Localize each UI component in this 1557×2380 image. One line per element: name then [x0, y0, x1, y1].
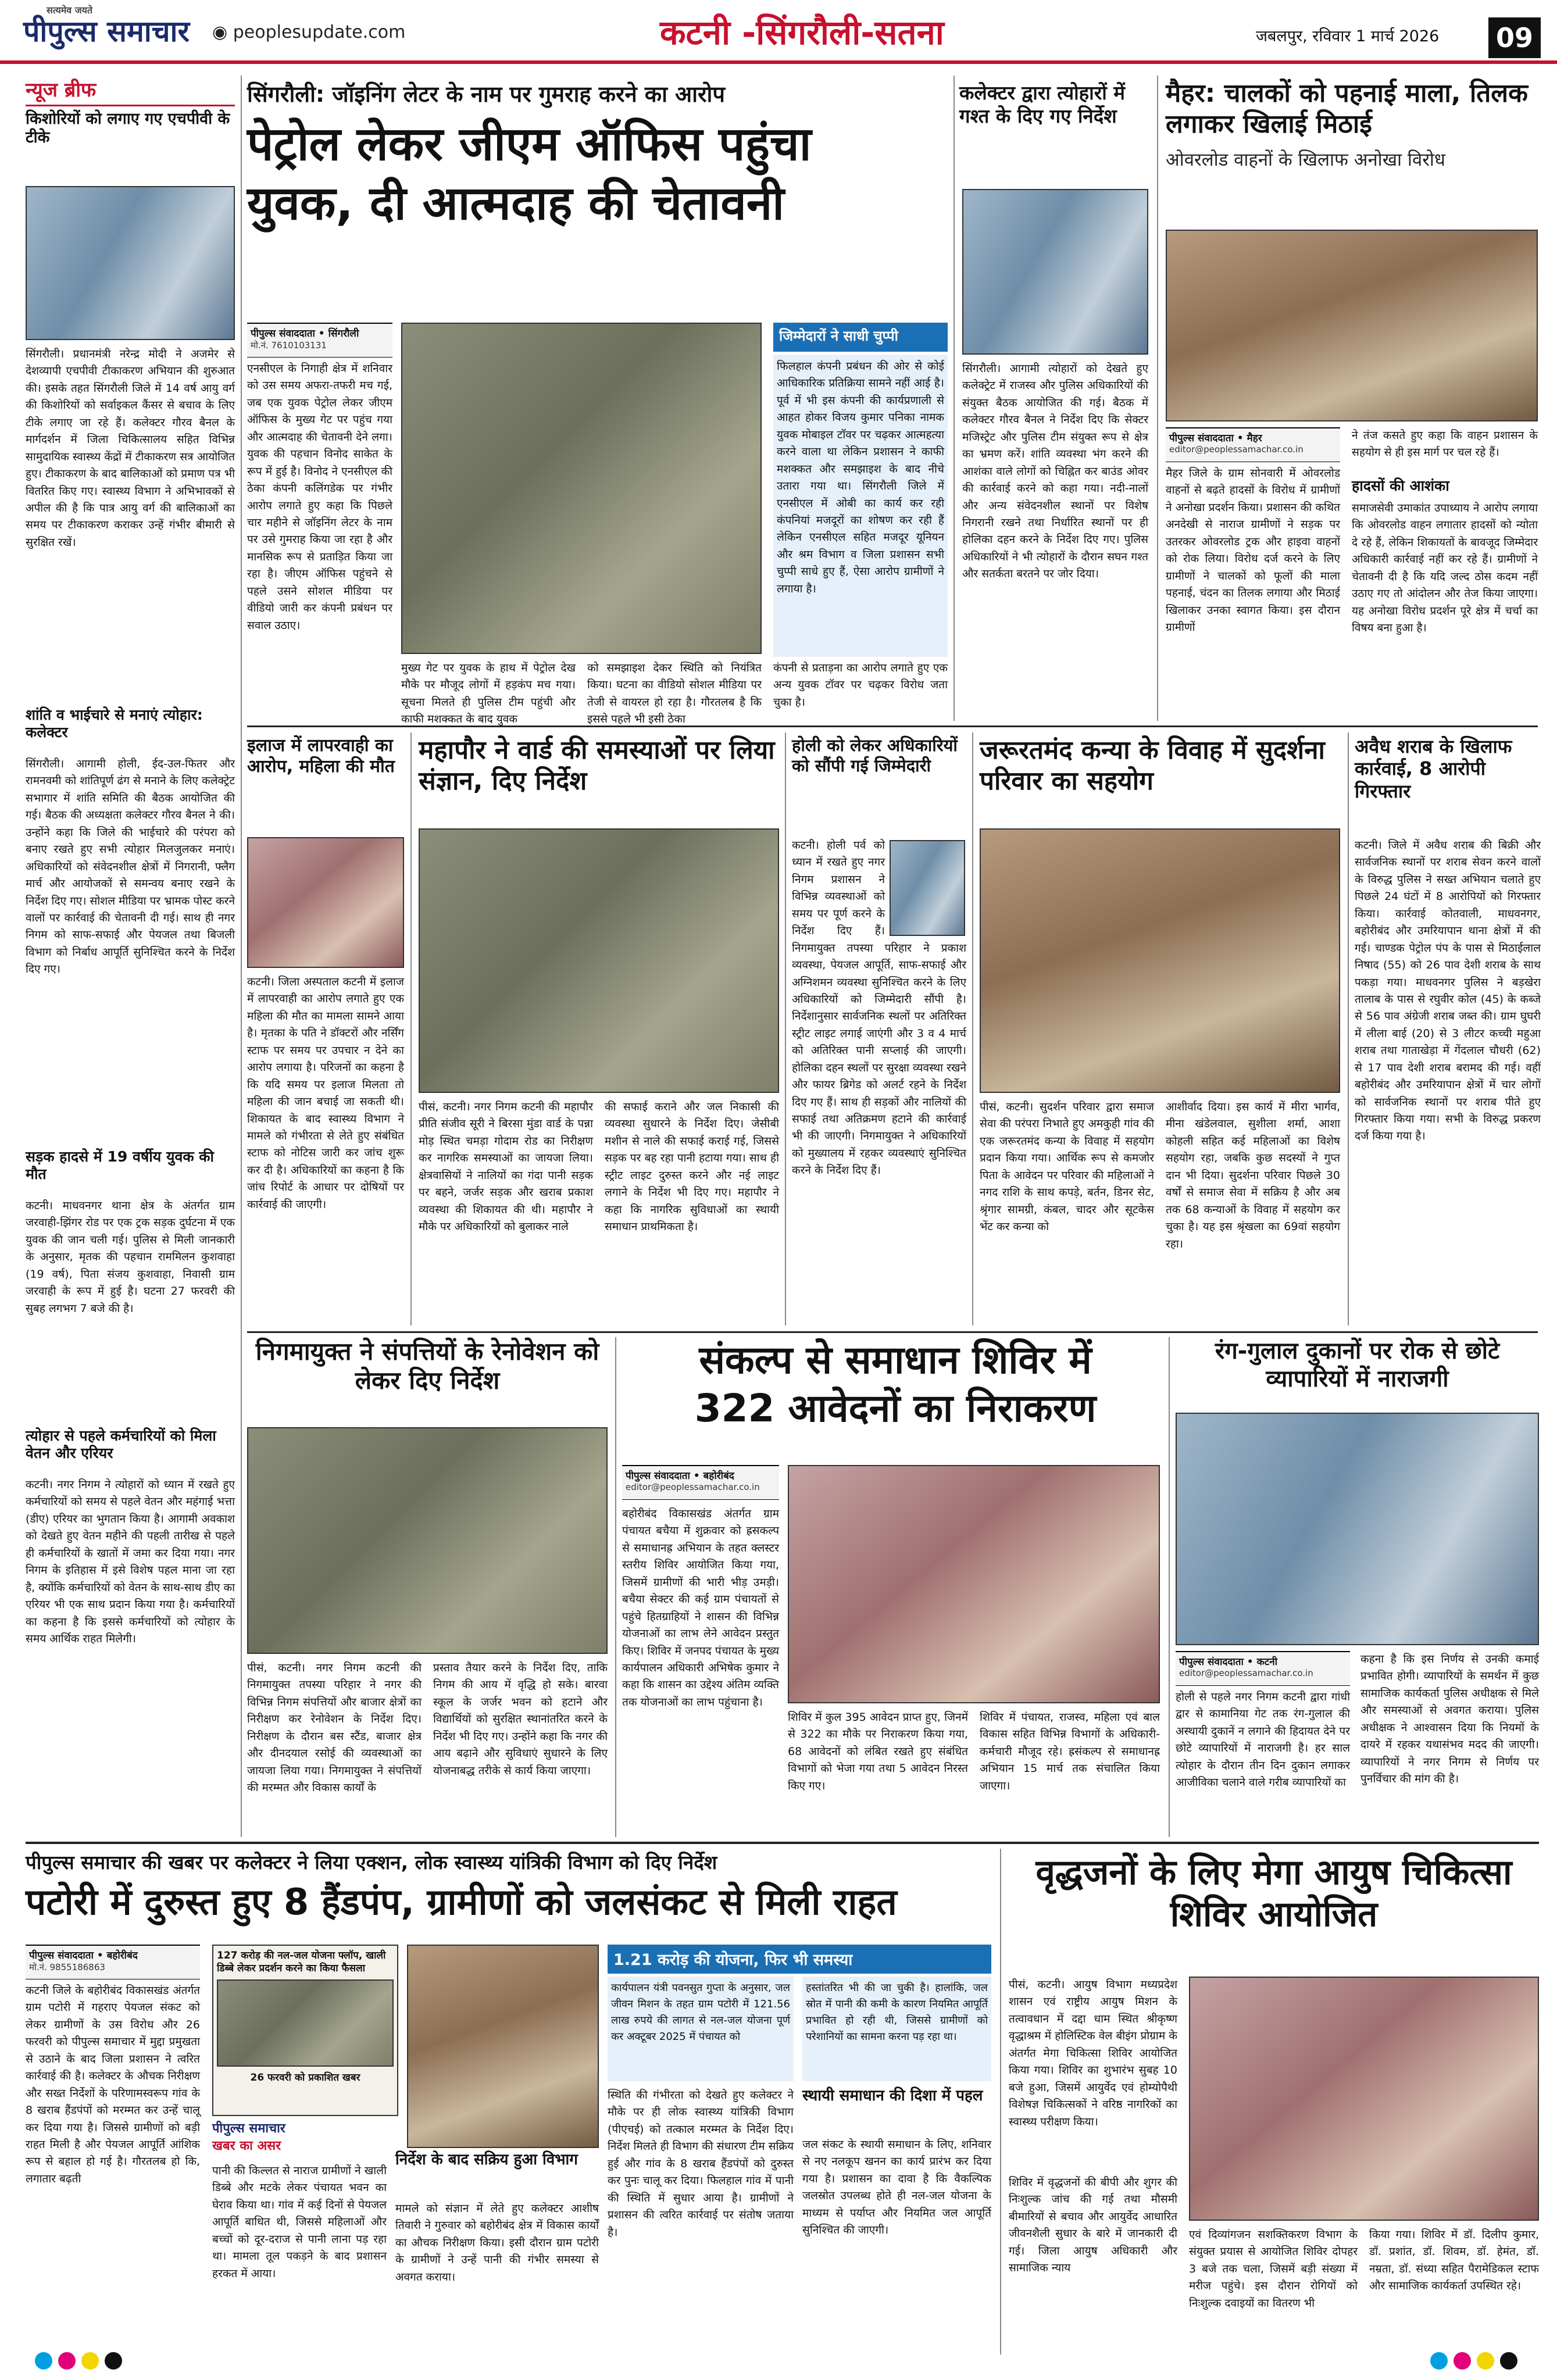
commissioner-column-2: प्रस्ताव तैयार करने के निर्देश दिए, ताकि निगम की आय में वृद्धि हो सके। बारवा स्कूल के जर्जर भवन को हटाने और विद्यार्थियों को सुरक्षित स्थानांतरित करने के निर्देश भी दिए गए। उन्होंने कहा कि नगर की आय बढ़ाने और सुविधाएं सुधारने के लिए योजनाबद्ध तरीके से कार्य किया जाएगा।: [433, 1661, 608, 1777]
wedding-photo: [980, 828, 1340, 1093]
globe-icon: ◉: [212, 22, 233, 42]
lead-column-1: एनसीएल के निगाही क्षेत्र में शनिवार को उस समय अफरा-तफरी मच गई, जब एक युवक पेट्रोल लेकर जीएम ऑफिस के मुख्य गेट पर पहुंच गया और आत्मदाह की चेतावनी देने लगा। युवक की पहचान विनोद साकेत के रूप में हुई है। विनोद ने एनसीएल की ठेका कंपनी कलिंगडेक पर गंभीर आरोप लगाते हुए कहा कि पिछले चार महीने से जॉइनिंग लेटर के नाम पर उसे गुमराह किया जा रहा है और मानसिक रूप से प्रताड़ित किया जा रहा है। जीएम ऑफिस पहुंचने से पहले उसने सोशल मीडिया पर वीडियो जारी कर कंपनी प्रबंधन पर सवाल उठाए।: [247, 362, 392, 632]
hospital-photo: [247, 837, 404, 968]
commissioner-headline[interactable]: निगमायुक्त ने संपत्तियों के रेनोवेशन को लेकर दिए निर्देश: [255, 1337, 599, 1395]
brief-headline-2[interactable]: शांति व भाईचारे से मनाएं त्योहार: कलेक्टर: [26, 706, 203, 741]
asar-badge: [212, 2119, 328, 2160]
commissioner-column-1: पीसं, कटनी। नगर निगम कटनी की निगमायुक्त तपस्या परिहार ने नगर की विभिन्न निगम संपत्तियों और बाजार क्षेत्रों का निरीक्षण कर रेनोवेशन के निर्देश दिए। निरीक्षण के दौरान बस स्टैंड, बाजार क्षेत्र और दीनदयाल रसोई की व्यवस्थाओं का जायजा लिया गया। निगमायुक्त ने संपत्तियों की मरम्मत और विकास कार्यों के: [247, 1661, 422, 1795]
asar-logo: पीपुल्स समाचार: [212, 2121, 285, 2136]
colors-byline: पीपुल्स संवाददाता • कटनी editor@peoplessamachar.co.in: [1176, 1651, 1350, 1686]
wedding-column-2: आशीर्वाद दिया। इस कार्य में मीरा भार्गव, मीना खंडेलवाल, सुशीला शर्मा, आशा कोहली सहित कई महिलाओं का विशेष सहयोग रहा, जबकि कुछ सदस्यों ने गुप्त दान भी दिया। सुदर्शना परिवार पिछले 30 वर्षों से समाज सेवा में सक्रिय है और अब तक 68 कन्याओं के विवाह में सहयोग कर चुका है। यह इस श्रृंखला का 69वां सहयोग रहा।: [1166, 1100, 1340, 1250]
camp-email[interactable]: editor@peoplessamachar.co.in: [626, 1482, 760, 1492]
lead-sidebox-tail: कंपनी से प्रताड़ना का आरोप लगाते हुए एक अन्य युवक टॉवर पर चढ़कर विरोध जता चुका है।: [773, 662, 948, 709]
brief-column: [26, 76, 235, 186]
colors-headline[interactable]: रंग-गुलाल दुकानों पर रोक से छोटे व्यापारियों में नाराजगी: [1215, 1338, 1500, 1392]
maihar-column-2b: समाजसेवी उमाकांत उपाध्याय ने आरोप लगाया कि ओवरलोड वाहन लगातार हादसों को न्योता दे रहे हैं, लेकिन शिकायतों के बावजूद जिम्मेदार अधिकारी कार्रवाई नहीं कर रहे हैं। ग्रामीणों ने चेतावनी दी है कि यदि जल्द ठोस कदम नहीं उठाए गए तो आंदोलन और तेज किया जाएगा। यह अनोखा विरोध प्रदर्शन पूरे क्षेत्र में चर्चा का विषय बना हुआ है।: [1352, 502, 1538, 635]
ayush-column-1: पीसं, कटनी। आयुष विभाग मध्यप्रदेश शासन एवं राष्ट्रीय आयुष मिशन के तत्वावधान में दद्दा धाम स्थित श्रीकृष्ण वृद्धाश्रम में होलिस्टिक वेल बीइंग प्रोग्राम के अंतर्गत मेगा चिकित्सा शिविर आयोजित किया गया। शिविर का शुभारंभ सुबह 10 बजे हुआ, जिसमें आयुर्वेद एवं होम्योपैथी विशेषज्ञ चिकित्सकों ने वरिष्ठ नागरिकों का स्वास्थ्य परीक्षण किया।: [1009, 1978, 1177, 2128]
brief-body-1: सिंगरौली। प्रधानमंत्री नरेन्द्र मोदी ने अजमेर से देशव्यापी एचपीवी टीकाकरण अभियान की शुरुआत की। इसके तहत सिंगरौली जिले में 14 वर्ष आयु वर्ग की किशोरियों को सर्वाइकल कैंसर से बचाव के लिए टीके लगाए जा रहे हैं। कलेक्टर गौरव बैनल के मार्गदर्शन में जिला चिकित्सालय सहित विभिन्न सामुदायिक स्वास्थ्य केंद्रों में टीकाकरण सत्र आयोजित हुए। टीकाकरण के बाद बालिकाओं को प्रमाण पत्र भी वितरित किए गए। स्वास्थ्य विभाग ने अभिभावकों से अपील की है कि पात्र आयु वर्ग की बालिकाओं का समय पर टीकाकरण कराकर उन्हें गंभीर बीमारी से सुरक्षित रखें।: [26, 348, 235, 549]
brief-photo-1: [26, 186, 235, 340]
camp-column-2: शिविर में कुल 395 आवेदन प्राप्त हुए, जिनमें से 322 का मौके पर निराकरण किया गया, 68 आवेदनों को लंबित रखते हुए संबंधित विभागों को भेजा गया तथा 5 आवेदन निरस्त किए गए।: [788, 1711, 968, 1792]
maihar-column-1: मैहर जिले के ग्राम सोनवारी में ओवरलोड वाहनों से बढ़ते हादसों के विरोध में ग्रामीणों ने अनोखा प्रदर्शन किया। प्रशासन की कथित अनदेखी से नाराज ग्रामीणों ने सड़क पर उतरकर ओवरलोड ट्रक और हाइवा वाहनों को रोक लिया। विरोध दर्ज करने के लिए ग्रामीणों ने चालकों को फूलों की माला पहनाई, चंदन का तिलक लगाया और मिठाई खिलाकर उनका स्वागत किया। इस दौरान ग्रामीणों: [1166, 467, 1340, 634]
patori-photo: [407, 1945, 599, 2148]
colors-photo: [1176, 1413, 1539, 1645]
mayor-column-2: की सफाई कराने और जल निकासी की व्यवस्था सुधारने के निर्देश दिए। जेसीबी मशीन से नाले की सफाई कराई गई, जिससे सड़क पर बह रहा पानी हटाया गया। साथ ही स्ट्रीट लाइट दुरुस्त करने और नई लाइट लगाने के निर्देश भी दिए गए। महापौर ने कहा कि नागरिक सुविधाओं का स्थायी समाधान प्राथमिकता है।: [605, 1100, 779, 1234]
mayor-column-1: पीसं, कटनी। नगर निगम कटनी की महापौर प्रीति संजीव सूरी ने बिरसा मुंडा वार्ड के पन्ना मोड़ स्थित चमड़ा गोदाम रोड का निरीक्षण कर नागरिक समस्याओं का जायजा लिया। क्षेत्रवासियों ने नालियों का गंदा पानी सड़क पर बहने, जर्जर सड़क और खराब प्रकाश व्यवस्था की शिकायत की थी। महापौर ने मौके पर अधिकारियों को बुलाकर नाले: [419, 1100, 593, 1234]
logo-tagline: सत्यमेव जयते: [47, 5, 93, 16]
patori-box-head: 1.21 करोड़ की योजना, फिर भी समस्या: [608, 1945, 991, 1974]
clipping-photo: [217, 1979, 394, 2067]
masthead: [0, 0, 1557, 64]
lead-mobile: मो.नं. 7610103131: [251, 340, 327, 351]
clipping-caption: 26 फरवरी को प्रकाशित खबर: [250, 2072, 360, 2084]
patori-mobile: मो.नं. 9855186863: [29, 1962, 105, 1972]
mayor-headline[interactable]: महापौर ने वार्ड की समस्याओं पर लिया संज्ञान, दिए निर्देश: [419, 735, 775, 796]
lead-sidebox-head: जिम्मेदारों ने साधी चुप्पी: [773, 323, 948, 352]
registration-mark-black: [105, 2352, 122, 2370]
patori-clipping: [212, 1945, 398, 2116]
registration-mark-magenta: [58, 2352, 76, 2370]
ayush-headline[interactable]: वृद्धजनों के लिए मेगा आयुष चिकित्सा शिविर आयोजित: [1035, 1852, 1512, 1935]
camp-column-1: बहोरीबंद विकासखंड अंतर्गत ग्राम पंचायत बचैया में शुक्रवार को ह्रसकल्प से समाधानह्र अभियान के तहत क्लस्टर स्तरीय शिविर आयोजित किया गया, जिसमें ग्रामीणों की भारी भीड़ उमड़ी। बचैया सेक्टर की कई ग्राम पंचायतों से पहुंचे हितग्राहियों ने शासन की विभिन्न योजनाओं का लाभ लेने आवेदन प्रस्तुत किए। शिविर में जनपद पंचायत के मुख्य कार्यपालन अधिकारी अभिषेक कुमार ने कहा कि शासन का उद्देश्य अंतिम व्यक्ति तक योजनाओं का लाभ पहुंचाना है।: [622, 1507, 779, 1709]
camp-headline-line-1[interactable]: संकल्प से समाधान शिविर में: [699, 1338, 1092, 1382]
brief-body-4: कटनी। नगर निगम ने त्योहारों को ध्यान में रखते हुए कर्मचारियों को समय से पहले वेतन और महंगाई भत्ता (डीए) एरियर का भुगतान किया है। आगामी अवकाश को देखते हुए वेतन महीने की पहली तारीख से पहले ही कर्मचारियों के खातों में जमा कर दिया गया। नगर निगम के इतिहास में इसे विशेष पहल माना जा रहा है, क्योंकि कर्मचारियों को वेतन के साथ-साथ डीए का एरियर भी एक साथ प्रदान किया गया है। कर्मचारियों का कहना है कि इससे कर्मचारियों को त्योहार के समय आर्थिक राहत मिलेगी।: [26, 1478, 235, 1645]
lead-sidebox: फिलहाल कंपनी प्रबंधन की ओर से कोई आधिकारिक प्रतिक्रिया सामने नहीं आई है। पूर्व में भी इस कंपनी की कार्यप्रणाली से आहत होकर विजय कुमार पनिका नामक युवक मोबाइल टॉवर पर चढ़कर आत्महत्या करने वाला था लेकिन प्रशासन ने काफी मशक्कत और समझाइश के बाद नीचे उतारा गया था। सिंगरौली जिले में एनसीएल में ओबी का कार्य कर रही कंपनियां मजदूरों का शोषण कर रही हैं लेकिन एनसीएल सहित मजदूर यूनियन और श्रम विभाग व जिला प्रशासन सभी चुप्पी साधे हुए हैं, ऐसा आरोप ग्रामीणों ने लगाया है।: [773, 355, 948, 657]
wedding-headline[interactable]: जरूरतमंद कन्या के विवाह में सुदर्शना परिवार का सहयोग: [980, 735, 1325, 796]
patori-column-4: स्थिति की गंभीरता को देखते हुए कलेक्टर ने मौके पर ही लोक स्वास्थ्य यांत्रिकी विभाग (पीएचई) को तत्काल मरम्मत के निर्देश दिए। निर्देश मिलते ही विभाग की संधारण टीम सक्रिय हुई और गांव के 8 खराब हैंडपंपों को दुरुस्त कर पुनः चालू कर दिया। फिलहाल गांव में पानी की स्थिति में सुधार आया है। ग्रामीणों ने प्रशासन की त्वरित कार्रवाई पर संतोष जताया है।: [608, 2089, 794, 2239]
maihar-subhead: ओवरलोड वाहनों के खिलाफ अनोखा विरोध: [1166, 149, 1445, 170]
liquor-body: कटनी। जिले में अवैध शराब की बिक्री और सार्वजनिक स्थानों पर शराब सेवन करने वालों के विरुद्ध पुलिस ने सख्त अभियान चलाते हुए पिछले 24 घंटों में 8 आरोपियों को गिरफ्तार किया। कार्रवाई कोतवाली, माधवनगर, बहोरीबंद और उमरियापान थाना क्षेत्रों में की गई। चाण्डक पेट्रोल पंप के पास से मिठाईलाल निषाद (55) को 26 पाव देशी शराब के साथ पकड़ा गया। माधवनगर पुलिस ने बड़खेरा तालाब के पास से रघुवीर कोल (45) के कब्जे से 56 पाव अंग्रेजी शराब जब्त की। ग्राम घुघरी में लीला बाई (20) से 3 लीटर कच्ची महुआ शराब तथा गाताखेड़ा में गेंदलाल चौधरी (62) से 17 पाव देशी शराब बरामद की गई। वहीं बहोरीबंद और उमरियापान क्षेत्रों में चार लोगों को सार्वजनिक स्थानों पर शराब पीते हुए गिरफ्तार किया गया। सभी के विरुद्ध प्रकरण दर्ज किया गया है।: [1355, 839, 1541, 1143]
colors-email[interactable]: editor@peoplessamachar.co.in: [1179, 1668, 1313, 1678]
registration-mark-yellow: [81, 2352, 99, 2370]
holi-headline[interactable]: होली को लेकर अधिकारियों को सौंपी गई जिम्मेदारी: [792, 735, 958, 776]
brief-headline-4[interactable]: त्योहार से पहले कर्मचारियों को मिला वेतन और एरियर: [26, 1427, 216, 1461]
patori-headline[interactable]: पटोरी में दुरुस्त हुए 8 हैंडपंप, ग्रामीणों को जलसंकट से मिली राहत: [26, 1881, 897, 1923]
maihar-column-2a: ने तंज कसते हुए कहा कि वाहन प्रशासन के सहयोग से ही इस मार्ग पर चल रहे हैं।: [1352, 429, 1538, 459]
hospital-headline[interactable]: इलाज में लापरवाही का आरोप, महिला की मौत: [247, 735, 395, 777]
maihar-email[interactable]: editor@peoplessamachar.co.in: [1169, 444, 1304, 455]
lead-photo: [401, 323, 762, 654]
colors-column-1: होली से पहले नगर निगम कटनी द्वारा गांधी द्वार से कामानिया गेट तक रंग-गुलाल की अस्थायी दुकानें न लगाने की हिदायत देने पर छोटे व्यापारियों में नाराजगी है। हर साल त्योहार के दौरान तीन दिन दुकान लगाकर आजीविका चलाने वाले गरीब व्यापारियों का: [1176, 1691, 1350, 1789]
patori-column-1: कटनी जिले के बहोरीबंद विकासखंड अंतर्गत ग्राम पटोरी में गहराए पेयजल संकट को लेकर ग्रामीणों के उस विरोध और 26 फरवरी को पीपुल्स समाचार में मुद्दा प्रमुखता से उठाने के बाद जिला प्रशासन ने त्वरित कार्रवाई की है। कलेक्टर के औचक निरीक्षण और सख्त निर्देशों के परिणामस्वरूप गांव के 8 खराब हैंडपंपों को मरम्मत कर उन्हें चालू कर दिया गया है। जिससे ग्रामीणों को बड़ी राहत मिली है और पेयजल आपूर्ति आंशिक रूप से बहाल हो गई है। गौरतलब हो कि, लगातार बढ़ती: [26, 1984, 200, 2185]
liquor-headline[interactable]: अवैध शराब के खिलाफ कार्रवाई, 8 आरोपी गिरफ्तार: [1355, 735, 1512, 802]
camp-photo: [788, 1465, 1160, 1703]
camp-column-3: शिविर में पंचायत, राजस्व, महिला एवं बाल विकास सहित विभिन्न विभागों के अधिकारी-कर्मचारी मौजूद रहे। ह्रसंकल्प से समाधानह्र अभियान 15 मार्च तक संचालित किया जाएगा।: [980, 1711, 1160, 1792]
maihar-headline[interactable]: मैहर: चालकों को पहनाई माला, तिलक लगाकर खिलाई मिठाई: [1166, 78, 1528, 139]
dateline: जबलपुर, रविवार 1 मार्च 2026: [1256, 27, 1440, 45]
camp-headline-line-2[interactable]: 322 आवेदनों का निराकरण: [694, 1386, 1097, 1431]
lead-headline-line-1[interactable]: पेट्रोल लेकर जीएम ऑफिस पहुंचा: [247, 117, 812, 171]
registration-mark-cyan: [35, 2352, 52, 2370]
maihar-subsection-head: हादसों की आशंका: [1352, 477, 1449, 494]
lead-headline-line-2[interactable]: युवक, दी आत्मदाह की चेतावनी: [247, 176, 784, 230]
collector-headline[interactable]: कलेक्टर द्वारा त्योहारों में गश्त के दिए गए निर्देश: [959, 81, 1125, 127]
lead-column-2: मुख्य गेट पर युवक के हाथ में पेट्रोल देख मौके पर मौजूद लोगों में हड़कंप मच गया। सूचना मिलते ही पुलिस टीम पहुंची और काफी मशक्कत के बाद युवक: [401, 662, 576, 726]
colors-column-2: कहना है कि इस निर्णय से उनकी कमाई प्रभावित होगी। व्यापारियों के समर्थन में कुछ सामाजिक कार्यकर्ता पुलिस अधीक्षक से मिले और समस्याओं से अवगत कराया। पुलिस अधीक्षक ने आश्वासन दिया कि नियमों के दायरे में रहकर यथासंभव मदद की जाएगी। व्यापारियों ने नगर निगम से निर्णय पर पुनर्विचार की मांग की है।: [1360, 1653, 1539, 1786]
page-number: 09: [1488, 17, 1541, 58]
maihar-byline: पीपुल्स संवाददाता • मैहर editor@peoplessamachar.co.in: [1166, 427, 1340, 462]
camp-byline: पीपुल्स संवाददाता • बहोरीबंद editor@peoplessamachar.co.in: [622, 1465, 779, 1500]
collector-photo: [962, 189, 1148, 355]
brief-body-2: सिंगरौली। आगामी होली, ईद-उल-फितर और रामनवमी को शांतिपूर्ण ढंग से मनाने के लिए कलेक्ट्रेट सभागार में शांति समिति की बैठक आयोजित की गई। बैठक की अध्यक्षता कलेक्टर गौरव बैनल ने की। उन्होंने कहा कि जिले की भाईचारे की परंपरा को बनाए रखते हुए सभी त्योहार मिलजुलकर मनाएं। अधिकारियों को संवेदनशील क्षेत्रों में निगरानी, फ्लैग मार्च और आयोजकों से समन्वय बनाए रखने के निर्देश दिए गए। सोशल मीडिया पर भ्रामक पोस्ट करने वालों पर कार्रवाई की चेतावनी दी गई। साथ ही नगर निगम को साफ-सफाई और पेयजल तथा बिजली विभाग को निर्बाध आपूर्ति सुनिश्चित करने के निर्देश दिए गए।: [26, 757, 235, 976]
patori-kicker: पीपुल्स समाचार की खबर पर कलेक्टर ने लिया एक्शन, लोक स्वास्थ्य यांत्रिकी विभाग को दिए निर्देश: [26, 1851, 717, 1874]
collector-body: सिंगरौली। आगामी त्योहारों को देखते हुए कलेक्ट्रेट में राजस्व और पुलिस अधिकारियों की संयुक्त बैठक आयोजित की गई। बैठक में कलेक्टर गौरव बैनल ने निर्देश दिए कि सेक्टर मजिस्ट्रेट और पुलिस टीम संयुक्त रूप से क्षेत्र का भ्रमण करें। शांति व्यवस्था भंग करने की आशंका वाले लोगों को चिह्नित कर बाउंड ओवर की कार्रवाई करने को कहा गया। नदी-नालों और अन्य संवेदनशील स्थानों पर विशेष निगरानी रखने तथा निर्धारित स्थानों पर ही होलिका दहन करने के निर्देश दिए गए। पुलिस अधिकारियों ने भी त्योहारों के दौरान सघन गश्त और सतर्कता बरतने पर जोर दिया।: [962, 362, 1148, 581]
patori-box-body: कार्यपालन यंत्री पवनसुत गुप्ता के अनुसार, जल जीवन मिशन के तहत ग्राम पटोरी में 121.56 लाख रुपये की लागत से नल-जल योजना पूर्ण कर अक्टूबर 2025 में पंचायत को: [608, 1977, 794, 2081]
clipping-headline: 127 करोड़ की नल-जल योजना फ्लॉप, खाली डिब्बे लेकर प्रदर्शन करने का किया फैसला: [217, 1950, 386, 1975]
patori-box-body-2: हस्तांतरित भी की जा चुकी है। हालांकि, जल स्रोत में पानी की कमी के कारण नियमित आपूर्ति प्रभावित हो रही थी, जिससे ग्रामीणों को परेशानियों का सामना करना पड़ रहा था।: [802, 1977, 991, 2081]
wedding-column-1: पीसं, कटनी। सुदर्शन परिवार द्वारा समाज सेवा की परंपरा निभाते हुए अमकुही गांव की एक जरूरतमंद कन्या के विवाह में सहयोग प्रदान किया गया। आर्थिक रूप से कमजोर पिता के आवेदन पर परिवार की महिलाओं ने नगद राशि के साथ कपड़े, बर्तन, डिनर सेट, श्रृंगार सामग्री, कंबल, चादर और सूटकेस भेंट कर कन्या को: [980, 1100, 1154, 1234]
brief-label: न्यूज ब्रीफ: [26, 76, 235, 106]
ayush-photo: [1189, 1977, 1539, 2221]
brief-body-3: कटनी। माधवनगर थाना क्षेत्र के अंतर्गत ग्राम जरवाही-झिंगर रोड पर एक ट्रक सड़क दुर्घटना में एक युवक की जान चली गई। पुलिस से मिली जानकारी के अनुसार, मृतक की पहचान राममिलन कुशवाहा (19 वर्ष), पिता संजय कुशवाहा, निवासी ग्राम जरवाही के रूप में हुई है। घटना 27 फरवरी की सुबह लगभग 7 बजे की है।: [26, 1199, 235, 1315]
lead-byline: पीपुल्स संवाददाता • सिंगरौली मो.नं. 7610103131: [247, 323, 392, 358]
brief-headline-3[interactable]: सड़क हादसे में 19 वर्षीय युवक की मौत: [26, 1148, 214, 1182]
newspaper-logo[interactable]: सत्यमेव जयते पीपुल्स समाचार: [23, 5, 190, 48]
patori-column-3: मामले को संज्ञान में लेते हुए कलेक्टर आशीष तिवारी ने गुरुवार को बहोरीबंद क्षेत्र में विकास कार्यों का औचक निरीक्षण किया। इसी दौरान ग्राम पटोरी के ग्रामीणों ने उन्हें पानी की गंभीर समस्या से अवगत कराया।: [395, 2202, 599, 2283]
commissioner-photo: [247, 1427, 608, 1654]
section-title: कटनी -सिंगरौली-सतना: [660, 13, 944, 52]
website-link[interactable]: ◉ peoplesupdate.com: [212, 22, 406, 42]
lead-kicker: सिंगरौली: जॉइनिंग लेटर के नाम पर गुमराह करने का आरोप: [247, 81, 725, 107]
patori-subhead: निर्देश के बाद सक्रिय हुआ विभाग: [395, 2151, 578, 2168]
asar-label: खबर का असर: [212, 2139, 281, 2153]
ayush-column-3: एवं दिव्यांगजन सशक्तिकरण विभाग के संयुक्त प्रयास से आयोजित शिविर दोपहर 3 बजे तक चला, जिसमें बड़ी संख्या में मरीज पहुंचे। इस दौरान रोगियों को निःशुल्क दवाइयों का वितरण भी: [1189, 2228, 1358, 2310]
patori-column-5: जल संकट के स्थायी समाधान के लिए, शनिवार से नए नलकूप खनन का कार्य प्रारंभ कर दिया गया है। प्रशासन का दावा है कि वैकल्पिक जलस्रोत उपलब्ध होते ही नल-जल योजना के माध्यम से पर्याप्त और नियमित जल आपूर्ति सुनिश्चित की जाएगी।: [802, 2138, 991, 2237]
mayor-photo: [419, 828, 779, 1093]
hospital-body: कटनी। जिला अस्पताल कटनी में इलाज में लापरवाही का आरोप लगाते हुए एक महिला की मौत का मामला सामने आया है। मृतका के पति ने डॉक्टरों और नर्सिंग स्टाफ पर समय पर उपचार न देने का आरोप लगाया है। परिजनों का कहना है कि यदि समय पर इलाज मिलता तो महिला की जान बचाई जा सकती थी। शिकायत के बाद स्वास्थ्य विभाग ने मामले को गंभीरता से लेते हुए संबंधित स्टाफ को नोटिस जारी कर जांच शुरू कर दी है। अधिकारियों का कहना है कि जांच रिपोर्ट के आधार पर दोषियों पर कार्रवाई की जाएगी।: [247, 975, 404, 1211]
ayush-column-2: शिविर में वृद्धजनों की बीपी और शुगर की निःशुल्क जांच की गई तथा मौसमी बीमारियों से बचाव और आयुर्वेद आधारित जीवनशैली सुधार के बारे में जानकारी दी गई। जिला आयुष अधिकारी और सामाजिक न्याय: [1009, 2176, 1177, 2275]
patori-column-2: पानी की किल्लत से नाराज ग्रामीणों ने खाली डिब्बे और मटके लेकर पंचायत भवन का घेराव किया था। गांव में कई दिनों से पेयजल आपूर्ति बाधित थी, जिससे महिलाओं और बच्चों को दूर-दराज से पानी लाना पड़ रहा था। मामला तूल पकड़ने के बाद प्रशासन हरकत में आया।: [212, 2164, 387, 2280]
column-divider: [241, 76, 242, 1837]
patori-byline: पीपुल्स संवाददाता • बहोरीबंद मो.नं. 9855186863: [26, 1945, 200, 1979]
brief-headline-1[interactable]: किशोरियों को लगाए गए एचपीवी के टीके: [26, 110, 230, 147]
patori-column-5-head: स्थायी समाधान की दिशा में पहल: [802, 2087, 983, 2104]
lead-column-3: को समझाइश देकर स्थिति को नियंत्रित किया। घटना का वीडियो सोशल मीडिया पर तेजी से वायरल हो रहा है। गौरतलब है कि इससे पहले भी इसी ठेका: [587, 662, 762, 726]
ayush-column-4: किया गया। शिविर में डॉ. दिलीप कुमार, डॉ. प्रशांत, डॉ. शिवम, डॉ. हेमंत, डॉ. नम्रता, डॉ. संध्या सहित पैरामेडिकल स्टाफ और सामाजिक कार्यकर्ता उपस्थित रहे।: [1369, 2228, 1539, 2293]
holi-body: कटनी। होली पर्व को ध्यान में रखते हुए नगर निगम प्रशासन ने विभिन्न व्यवस्थाओं को समय पर पूर्ण करने के निर्देश दिए हैं। निगमायुक्त तपस्या परिहार ने प्रकाश व्यवस्था, पेयजल आपूर्ति, साफ-सफाई और अग्निशमन व्यवस्था सुनिश्चित करने के लिए अधिकारियों को जिम्मेदारी सौंपी है। निर्देशानुसार सार्वजनिक स्थलों पर अतिरिक्त स्ट्रीट लाइट लगाई जाएंगी और 3 व 4 मार्च को अतिरिक्त पानी सप्लाई की जाएगी। होलिका दहन स्थलों पर सुरक्षा व्यवस्था रखने और फायर ब्रिगेड को अलर्ट रहने के निर्देश दिए गए हैं। साथ ही सड़कों और नालियों की सफाई तथा अतिक्रमण हटाने की कार्रवाई भी की जाएगी। निगमायुक्त ने अधिकारियों को मुख्यालय में रहकर व्यवस्थाएं सुनिश्चित करने के निर्देश दिए हैं।: [792, 839, 966, 1177]
maihar-photo: [1166, 230, 1538, 421]
